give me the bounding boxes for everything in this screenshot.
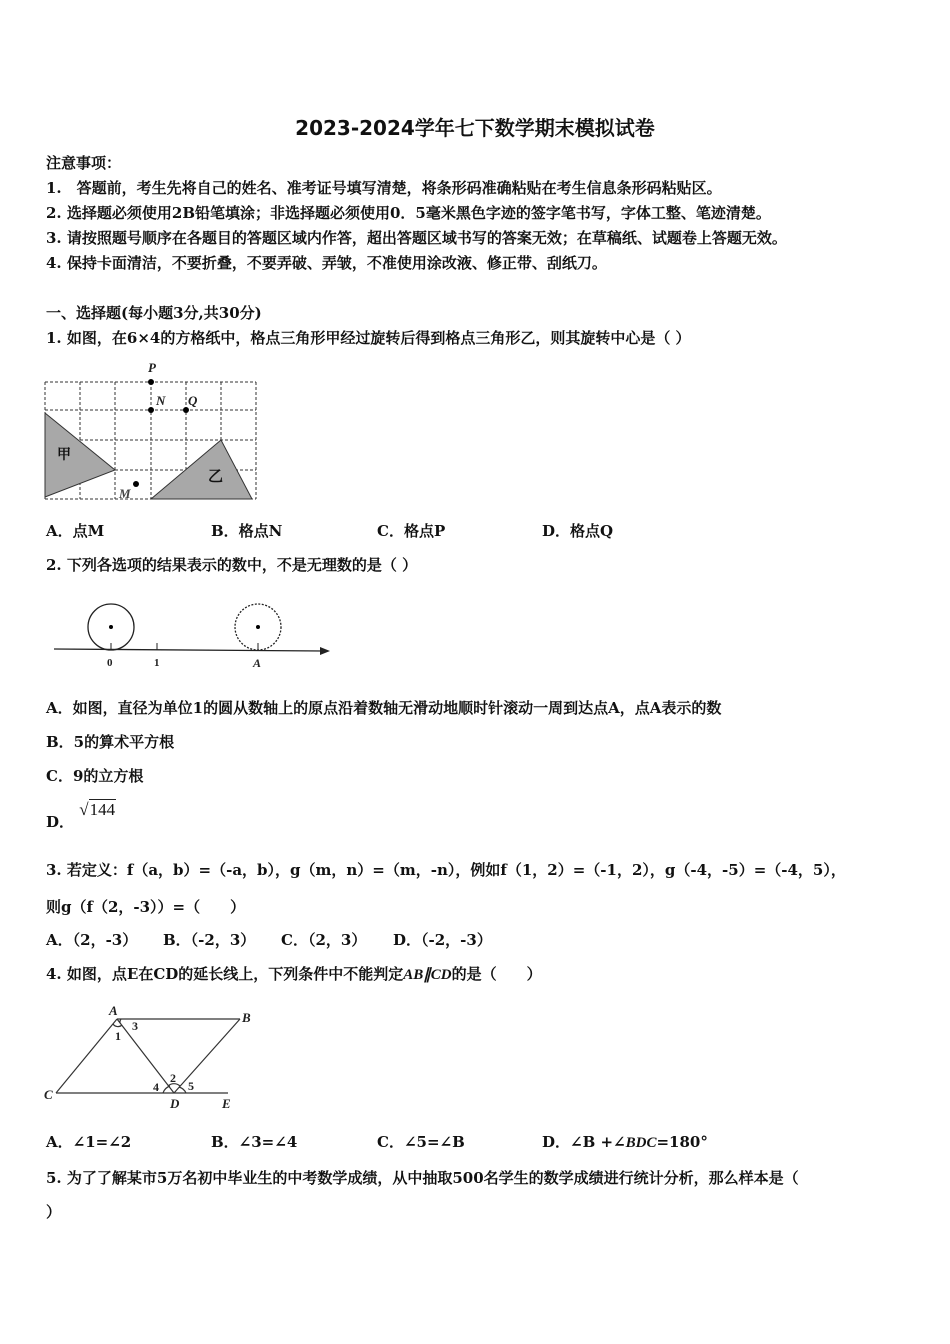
label-jia: 甲 (57, 448, 71, 463)
question-4-option-b[interactable]: B．∠3=∠4 (211, 1133, 298, 1151)
question-3-stem-line1: 3. 若定义：f（a，b）=（-a，b），g（m，n）=（m，-n），例如f（1，2）=（-1，2），g（-4，-5）=（-4，5）， (46, 861, 846, 879)
question-3-option-a[interactable]: A．（2，-3） (46, 931, 138, 949)
angle-3: 3 (132, 1019, 138, 1033)
question-1-grid-figure (40, 358, 270, 508)
question-3-option-b[interactable]: B．（-2，3） (163, 931, 256, 949)
question-2-option-d[interactable] (46, 800, 116, 832)
question-4-stem: 4. 如图，点E在CD的延长线上，下列条件中不能判定AB∥CD的是（ ） (46, 965, 542, 983)
radicand: 144 (89, 800, 116, 819)
label-zero: 0 (107, 657, 113, 669)
angle-2: 2 (170, 1071, 176, 1085)
notice-heading: 注意事项： (46, 154, 122, 172)
label-a: A (253, 656, 262, 670)
notice-item: 3. 请按照题号顺序在各题目的答题区域内作答，超出答题区域书写的答案无效；在草稿纸、试题卷上答题无效。 (46, 229, 787, 247)
question-4-option-c[interactable]: C．∠5=∠B (377, 1133, 465, 1151)
label-e: E (222, 1096, 231, 1111)
question-2-option-b[interactable]: B．5的算术平方根 (46, 733, 175, 751)
question-1-option-c[interactable]: C．格点P (377, 522, 446, 540)
label-m: M (119, 486, 131, 501)
question-1-option-b[interactable]: B．格点N (211, 522, 283, 540)
label-d: D (170, 1096, 180, 1111)
question-3-stem-line2: 则g（f（2，-3））=（ ） (46, 898, 246, 916)
label-one: 1 (154, 657, 160, 669)
question-3-option-c[interactable]: C．（2，3） (281, 931, 367, 949)
label-b: B (242, 1010, 251, 1025)
question-2-number-line-figure (40, 592, 340, 677)
sqrt-icon: √ (79, 800, 89, 819)
math-bdc: BDC (625, 1135, 657, 1151)
question-2-option-c[interactable]: C．9的立方根 (46, 767, 144, 785)
page-title: 2023-2024学年七下数学期末模拟试卷 (295, 116, 655, 140)
label-yi: 乙 (208, 469, 224, 485)
label-q: Q (188, 393, 198, 408)
math-ab-parallel-cd: AB∥CD (403, 967, 452, 983)
angle-5: 5 (188, 1079, 194, 1093)
question-4-geometry-figure (40, 1000, 280, 1115)
label-p: P (148, 360, 156, 375)
angle-1: 1 (115, 1029, 121, 1043)
question-4-option-d[interactable]: D．∠B +∠BDC=180° (542, 1133, 708, 1151)
question-5-stem-line1: 5. 为了了解某市5万名初中毕业生的中考数学成绩，从中抽取500名学生的数学成绩进行统计分析，那么样本是（ (46, 1169, 799, 1187)
question-1-stem: 1. 如图，在6×4的方格纸中，格点三角形甲经过旋转后得到格点三角形乙，则其旋转中心是（ ） (46, 329, 691, 347)
option-d-label: D． (46, 813, 75, 831)
question-3-option-d[interactable]: D．（-2，-3） (393, 931, 492, 949)
question-2-stem: 2. 下列各选项的结果表示的数中，不是无理数的是（ ） (46, 556, 418, 574)
question-5-stem-line2: ） (46, 1203, 62, 1221)
label-c: C (44, 1087, 53, 1102)
notice-item: 4. 保持卡面清洁，不要折叠，不要弄破、弄皱，不准使用涂改液、修正带、刮纸刀。 (46, 254, 607, 272)
notice-item: 2. 选择题必须使用2B铅笔填涂；非选择题必须使用0．5毫米黑色字迹的签字笔书写，字体工整、笔迹清楚。 (46, 204, 771, 222)
angle-4: 4 (153, 1080, 159, 1094)
question-2-option-a[interactable]: A．如图，直径为单位1的圆从数轴上的原点沿着数轴无滑动地顺时针滚动一周到达点A，点A表示的数 (46, 699, 722, 717)
notice-item: 1. 答题前，考生先将自己的姓名、准考证号填写清楚，将条形码准确粘贴在考生信息条形码粘贴区。 (46, 179, 722, 197)
question-4-option-a[interactable]: A．∠1=∠2 (46, 1133, 132, 1151)
label-a: A (109, 1003, 118, 1018)
question-1-option-d[interactable]: D．格点Q (542, 522, 614, 540)
question-1-option-a[interactable]: A．点M (46, 522, 105, 540)
sqrt-expression (79, 800, 116, 820)
section-heading: 一、选择题(每小题3分,共30分) (46, 304, 262, 322)
label-n: N (156, 393, 166, 408)
